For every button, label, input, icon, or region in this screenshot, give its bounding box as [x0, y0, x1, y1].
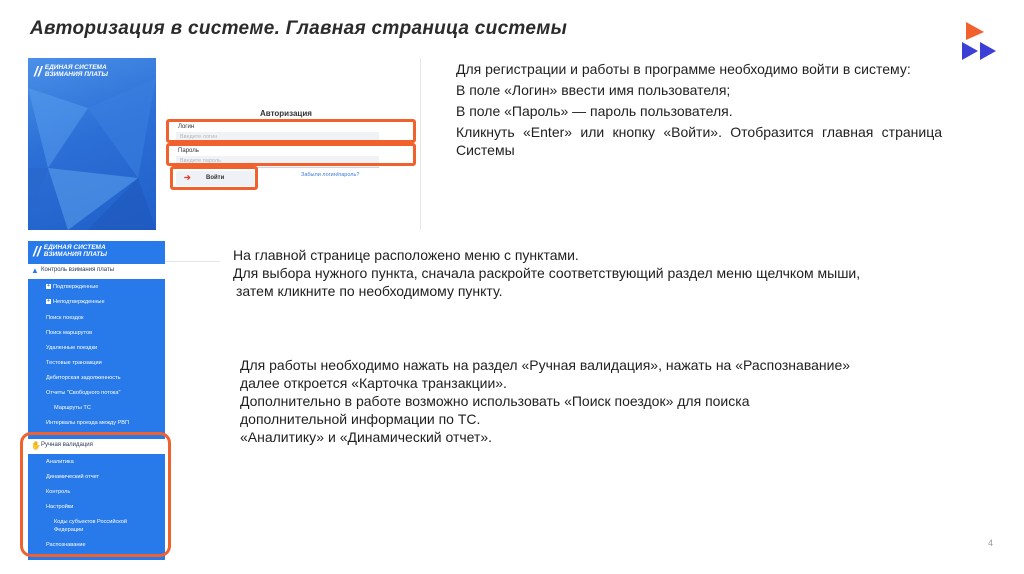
- menu-item[interactable]: Аналитика: [46, 459, 74, 465]
- password-label: Пароль: [178, 148, 199, 154]
- brand-logo-icon: [958, 18, 1002, 62]
- work-description: [240, 356, 970, 446]
- description-line: затем кликните по необходимому пункту.: [236, 283, 503, 299]
- menu-item[interactable]: [46, 284, 98, 290]
- password-input[interactable]: Введите пароль: [176, 156, 379, 168]
- password-field-highlight: [166, 143, 416, 166]
- forgot-password-link[interactable]: Забыли логин/пароль?: [301, 172, 360, 178]
- instruction-line: В поле «Пароль» — пароль пользователя.: [456, 103, 733, 119]
- description-line: «Аналитику» и «Динамический отчет».: [240, 429, 493, 445]
- menu-item[interactable]: Маршруты ТС: [54, 405, 91, 411]
- login-screenshot: [28, 58, 421, 230]
- menu-item[interactable]: Динамический отчет: [46, 474, 100, 480]
- description-line: Для выбора нужного пункта, сначала раскройте соответствующий раздел меню щелчком мыши,: [233, 265, 861, 281]
- description-line: далее откроется «Карточка транзакции».: [240, 375, 507, 391]
- menu-item[interactable]: Контроль: [46, 489, 71, 495]
- menu-section-label: Контроль взимания платы: [41, 267, 115, 273]
- login-instructions: [456, 60, 942, 159]
- menu-item[interactable]: Коды субъектов Российской: [54, 519, 127, 525]
- login-field-highlight: [166, 119, 416, 143]
- description-line: Дополнительно в работе возможно использовать «Поиск поездок» для поиска: [240, 393, 750, 409]
- menu-screenshot: [28, 241, 220, 563]
- menu-item[interactable]: [46, 299, 105, 305]
- login-button-highlight: [170, 166, 258, 190]
- instruction-line: Кликнуть «Enter» или кнопку «Войти». Отобразится главная страница Системы: [456, 124, 942, 158]
- menu-section-label: Ручная валидация: [41, 442, 93, 448]
- menu-section-control[interactable]: [28, 264, 165, 279]
- menu-item[interactable]: Дебиторская задолженность: [46, 375, 121, 381]
- manual-validation-highlight: [20, 432, 171, 557]
- brand-mark-icon: //: [33, 243, 41, 259]
- login-brand-panel: [28, 58, 156, 230]
- menu-item[interactable]: Поиск поездок: [46, 315, 84, 321]
- login-arrow-icon: ➔: [184, 173, 191, 182]
- instruction-line: В поле «Логин» ввести имя пользователя;: [456, 82, 731, 98]
- menu-item[interactable]: Отчеты "Свободного потока": [46, 390, 121, 396]
- brand-line-1: ЕДИНАЯ СИСТЕМА: [43, 244, 106, 251]
- menu-item[interactable]: Настройки: [46, 504, 74, 510]
- brand-line-1: ЕДИНАЯ СИСТЕМА: [44, 64, 107, 71]
- brand-line-2: ВЗИМАНИЯ ПЛАТЫ: [43, 251, 107, 258]
- description-line: Для работы необходимо нажать на раздел «Ручная валидация», нажать на «Распознавание»: [240, 357, 851, 373]
- login-label: Логин: [178, 124, 195, 130]
- login-input[interactable]: Введите логин: [176, 132, 379, 144]
- description-line: На главной странице расположено меню с пунктами.: [233, 247, 579, 263]
- slide-title: Авторизация в системе. Главная страница системы: [30, 18, 568, 39]
- menu-item-label: Подтвержденные: [53, 284, 99, 290]
- auth-form-title: Авторизация: [260, 109, 312, 118]
- expand-icon: +: [47, 283, 50, 290]
- menu-item[interactable]: Тестовые транзакции: [46, 360, 102, 366]
- menu-header: [28, 241, 165, 263]
- polygon-background-icon: [28, 58, 156, 230]
- divider: [165, 261, 220, 262]
- divider: [420, 58, 421, 230]
- login-button-label: Войти: [206, 175, 225, 181]
- hand-icon: ✋: [31, 441, 41, 450]
- menu-item[interactable]: Федерации: [54, 527, 84, 533]
- road-icon: ▲: [31, 266, 39, 275]
- page-number: 4: [988, 538, 994, 548]
- instruction-line: Для регистрации и работы в программе необходимо войти в систему:: [456, 61, 911, 77]
- menu-description: [233, 246, 1003, 300]
- menu-item[interactable]: Распознавание: [46, 542, 86, 548]
- menu-brand: [33, 244, 107, 258]
- expand-icon: +: [47, 298, 50, 305]
- description-line: дополнительной информации по ТС.: [240, 411, 481, 427]
- login-brand: [34, 64, 108, 78]
- menu-item[interactable]: Поиск маршрутов: [46, 330, 93, 336]
- brand-line-2: ВЗИМАНИЯ ПЛАТЫ: [44, 71, 108, 78]
- brand-mark-icon: //: [34, 63, 42, 79]
- menu-item[interactable]: Удаленные поездки: [46, 345, 98, 351]
- menu-item-label: Неподтвержденные: [53, 299, 105, 305]
- menu-item[interactable]: Интервалы проезда между РВП: [46, 420, 130, 426]
